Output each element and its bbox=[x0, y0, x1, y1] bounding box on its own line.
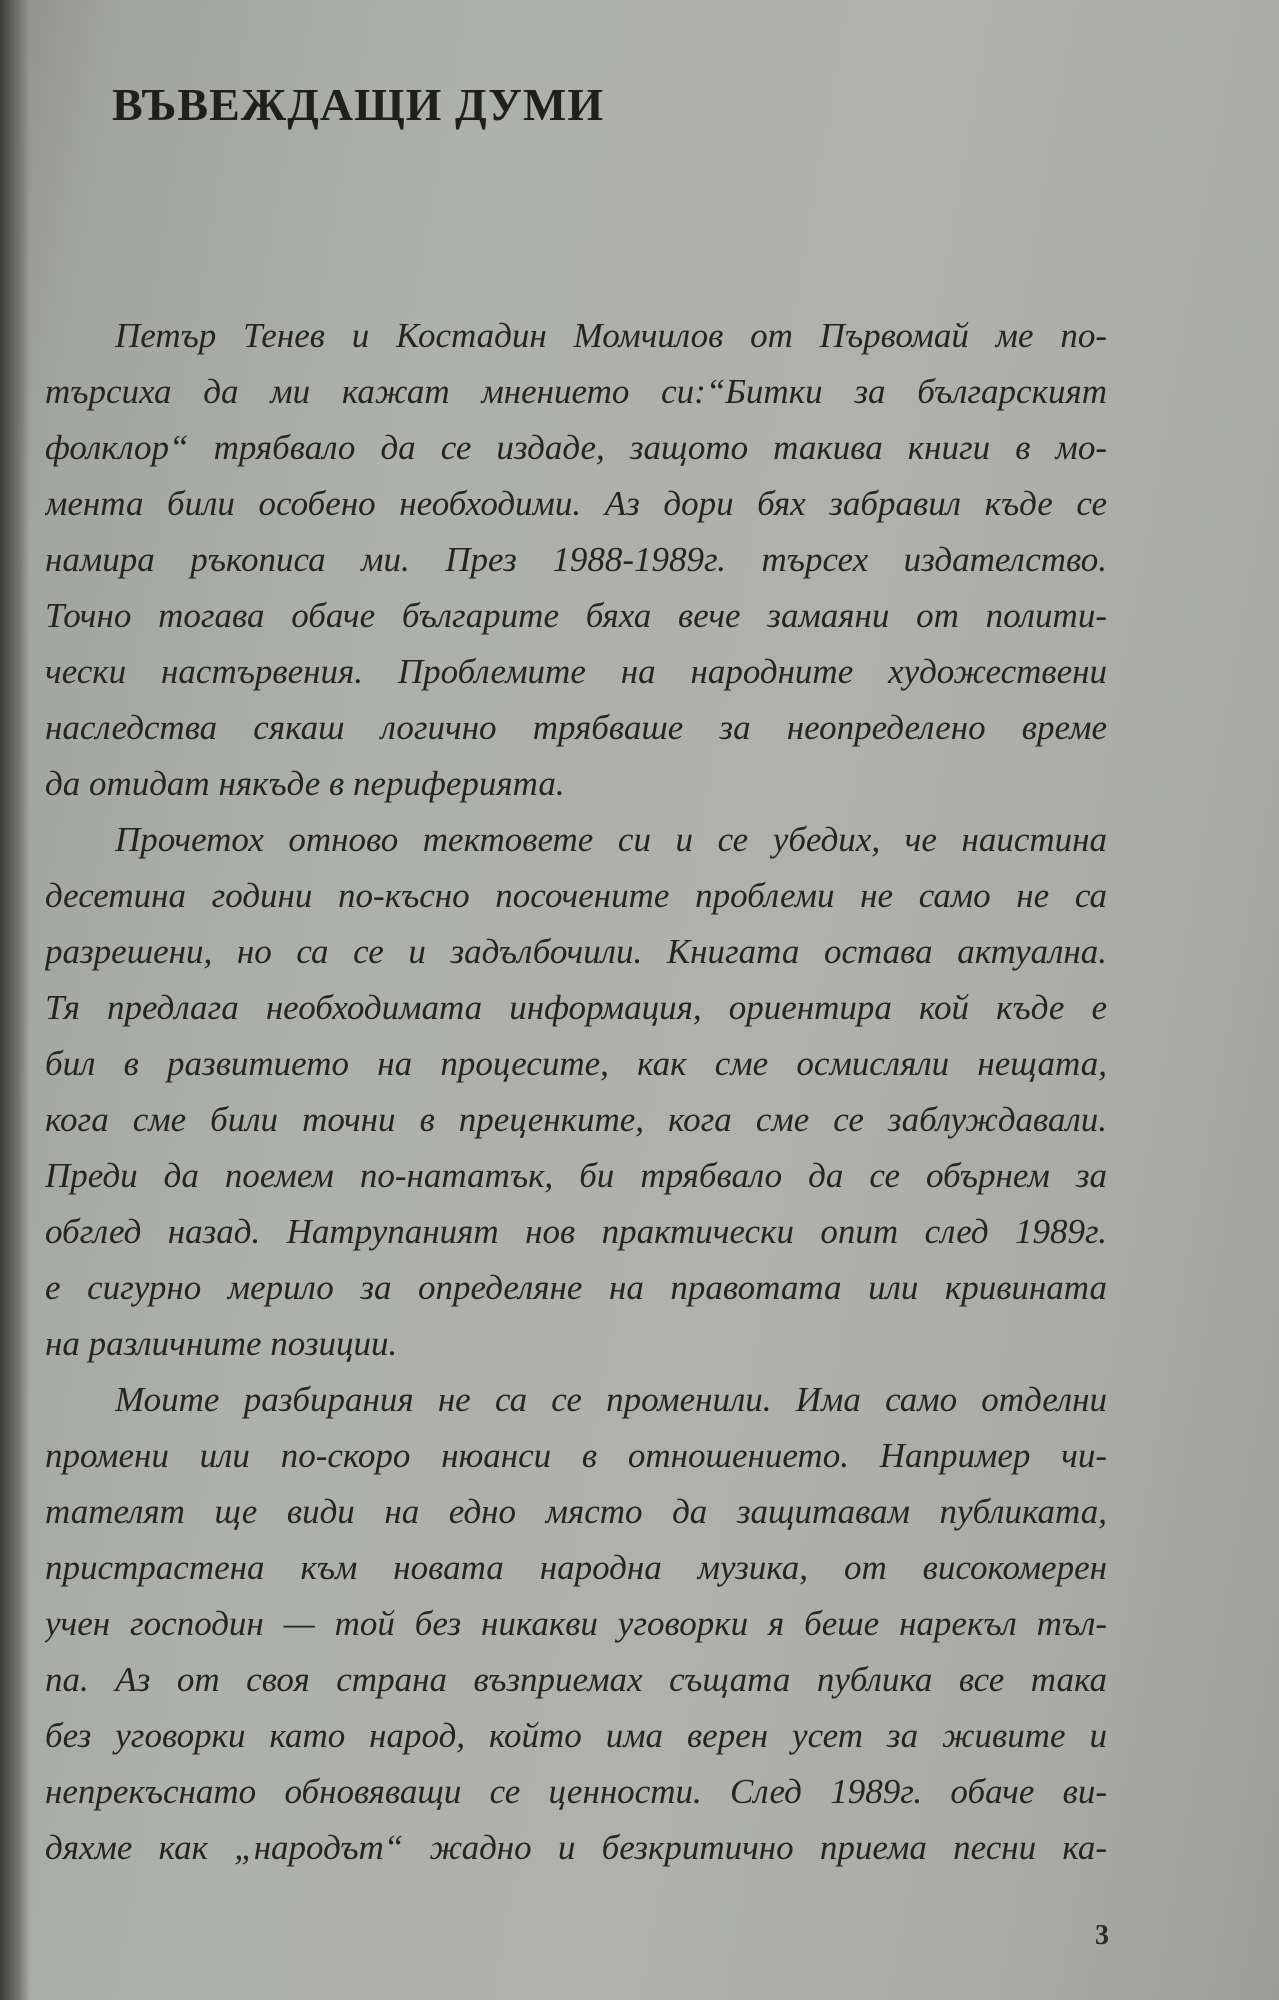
text-line: обглед назад. Натрупаният нов практически опит след 1989г. bbox=[45, 1212, 1107, 1251]
text-line: мента били особено необходими. Аз дори бях забравил къде се bbox=[45, 484, 1107, 523]
text-line: Тя предлага необходимата информация, ориентира кой къде е bbox=[45, 988, 1107, 1027]
text-line: чески настървения. Проблемите на народните художествени bbox=[45, 652, 1107, 691]
text-line: учен господин — той без никакви уговорки я беше нарекъл тъл- bbox=[45, 1604, 1107, 1643]
text-line: търсиха да ми кажат мнението си:“Битки за българският bbox=[45, 372, 1107, 411]
text-line: дяхме как „народът“ жадно и безкритично приема песни ка- bbox=[45, 1828, 1107, 1867]
text-line: Преди да поемем по-нататък, би трябвало да се обърнем за bbox=[45, 1156, 1107, 1195]
text-line: па. Аз от своя страна възприемах същата публика все така bbox=[45, 1660, 1107, 1699]
paragraph-3 bbox=[45, 1372, 1107, 1876]
text-line: промени или по-скоро нюанси в отношението. Например чи- bbox=[45, 1436, 1107, 1475]
text-line: Точно тогава обаче българите бяха вече замаяни от полити- bbox=[45, 596, 1107, 635]
text-line: Моите разбирания не са се променили. Има само отделни bbox=[115, 1380, 1107, 1419]
text-line: десетина години по-късно посочените проблеми не само не са bbox=[45, 876, 1107, 915]
text-line: тателят ще види на едно място да защитавам публиката, bbox=[45, 1492, 1107, 1531]
text-line: Петър Тенев и Костадин Момчилов от Първомай ме по- bbox=[115, 316, 1107, 355]
text-line: е сигурно мерило за определяне на правотата или кривината bbox=[45, 1268, 1107, 1307]
text-line: непрекъснато обновяващи се ценности. След 1989г. обаче ви- bbox=[45, 1772, 1107, 1811]
paragraph-2 bbox=[45, 812, 1107, 1372]
text-line: без уговорки като народ, който има верен усет за живите и bbox=[45, 1716, 1107, 1755]
page-gutter-shadow bbox=[0, 0, 30, 2000]
text-line: на различните позиции. bbox=[45, 1324, 398, 1363]
text-line: бил в развитието на процесите, как сме осмисляли нещата, bbox=[45, 1044, 1107, 1083]
page-number: 3 bbox=[1095, 1920, 1109, 1951]
text-line: пристрастена към новата народна музика, от високомерен bbox=[45, 1548, 1107, 1587]
text-line: Прочетох отново тектовете си и се убедих, че наистина bbox=[115, 820, 1107, 859]
chapter-heading: ВЪВЕЖДАЩИ ДУМИ bbox=[112, 79, 605, 130]
paragraph-1 bbox=[45, 308, 1107, 812]
text-line: намира ръкописа ми. През 1988-1989г. търсех издателство. bbox=[45, 540, 1107, 579]
text-line: да отидат някъде в периферията. bbox=[45, 764, 565, 803]
text-line: наследства сякаш логично трябваше за неопределено време bbox=[45, 708, 1107, 747]
text-line: кога сме били точни в преценките, кога сме се заблуждавали. bbox=[45, 1100, 1107, 1139]
text-line: фолклор“ трябвало да се издаде, защото такива книги в мо- bbox=[45, 428, 1107, 467]
body-text bbox=[45, 308, 1107, 1876]
text-line: разрешени, но са се и задълбочили. Книгата остава актуална. bbox=[45, 932, 1107, 971]
